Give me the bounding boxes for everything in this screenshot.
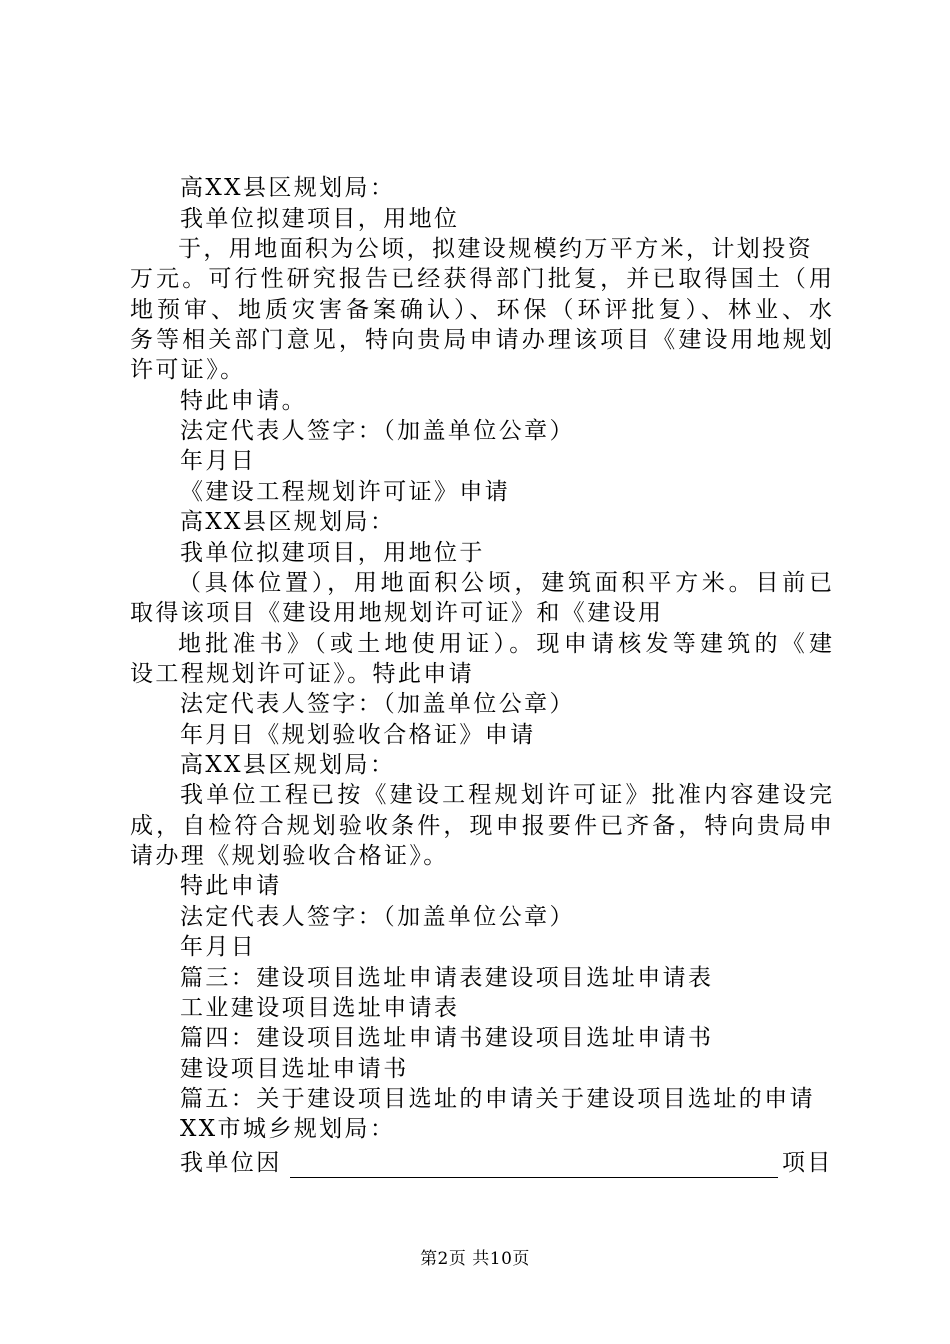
doc-line: 特此申请。 — [180, 388, 307, 414]
doc-line: 我单位拟建项目，用地位于 — [180, 540, 485, 566]
doc-line: 我单位工程已按《建设工程规划许可证》批准内容建设完 — [180, 782, 832, 808]
doc-line: 于，用地面积为公顷，拟建设规模约万平方米，计划投资 — [178, 236, 813, 262]
doc-heading: 篇四：建设项目选址申请书建设项目选址申请书 — [180, 1025, 714, 1051]
doc-line: 高XX县区规划局： — [180, 752, 396, 778]
doc-heading: 《建设工程规划许可证》申请 — [180, 479, 511, 505]
doc-heading: 年月日《规划验收合格证》申请 — [180, 722, 536, 748]
doc-line: 建设项目选址申请书 — [180, 1056, 409, 1082]
doc-line: 法定代表人签字：（加盖单位公章） — [180, 904, 575, 930]
doc-line: 高XX县区规划局： — [180, 509, 396, 535]
doc-line: 高XX县区规划局： — [180, 175, 396, 201]
doc-line: 成，自检符合规划验收条件，现申报要件已齐备，特向贵局申 — [130, 813, 832, 839]
doc-line: 年月日 — [180, 448, 257, 474]
doc-line: 请办理《规划验收合格证》。 — [130, 843, 449, 869]
doc-line: 特此申请 — [180, 873, 282, 899]
doc-line: 务等相关部门意见，特向贵局申请办理该项目《建设用地规划 — [130, 327, 832, 353]
doc-heading: 篇三：建设项目选址申请表建设项目选址申请表 — [180, 965, 714, 991]
doc-line: 许可证》。 — [130, 357, 246, 383]
fill-in-blank — [290, 1148, 778, 1178]
doc-line: 工业建设项目选址申请表 — [180, 995, 460, 1021]
page-footer: 第2页 共10页 — [420, 1249, 530, 1269]
doc-line: XX市城乡规划局： — [180, 1116, 396, 1142]
doc-line: （具体位置），用地面积公顷，建筑面积平方米。目前已 — [178, 570, 832, 596]
doc-line: 地批准书》（或土地使用证）。现申请核发等建筑的《建 — [178, 631, 832, 657]
doc-line: 取得该项目《建设用地规划许可证》和《建设用 — [130, 600, 664, 626]
doc-line: 设工程规划许可证》。特此申请 — [130, 661, 475, 687]
doc-line: 我单位拟建项目，用地位 — [180, 206, 460, 232]
doc-heading: 篇五：关于建设项目选址的申请关于建设项目选址的申请 — [180, 1086, 815, 1112]
doc-line: 年月日 — [180, 934, 257, 960]
doc-line: 万元。可行性研究报告已经获得部门批复，并已取得国土（用 — [130, 266, 832, 292]
doc-line-with-blank — [0, 1148, 950, 1178]
doc-line: 地预审、地质灾害备案确认）、环保（环评批复）、林业、水 — [130, 297, 832, 323]
blank-prefix: 我单位因 — [180, 1150, 282, 1176]
blank-suffix: 项目 — [782, 1150, 833, 1176]
doc-line: 法定代表人签字：（加盖单位公章） — [180, 691, 575, 717]
doc-line: 法定代表人签字：（加盖单位公章） — [180, 418, 575, 444]
